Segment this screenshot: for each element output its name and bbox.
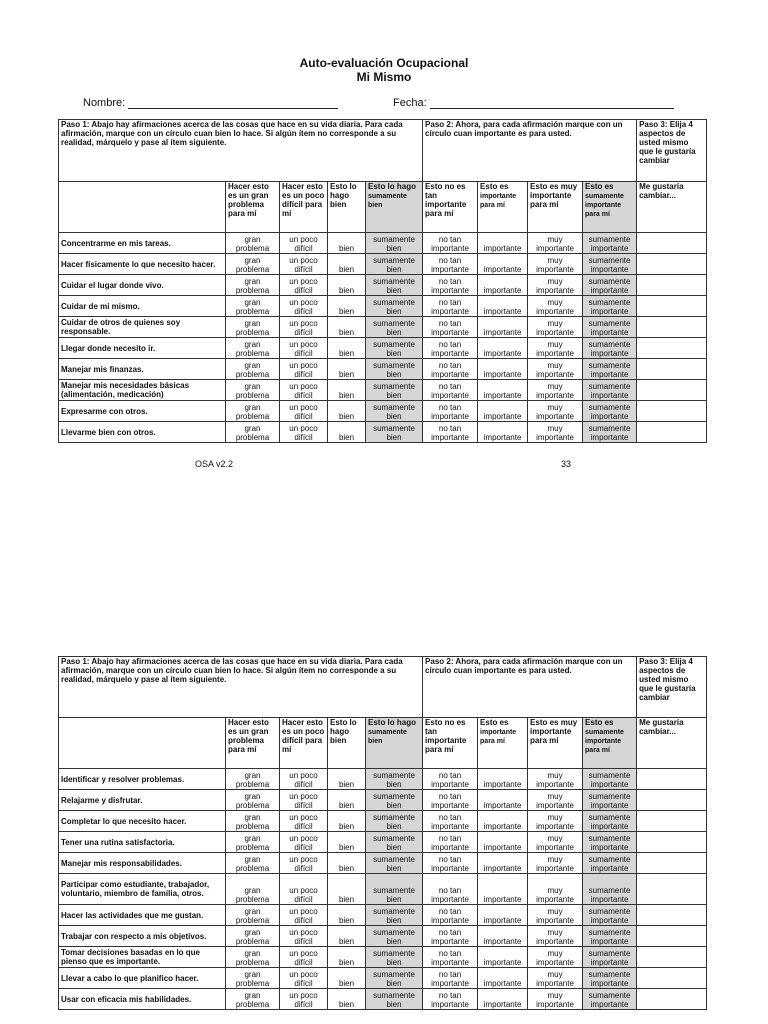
option-sumamente-importante[interactable]: sumamente importante xyxy=(583,359,637,380)
table-row xyxy=(59,254,707,275)
name-line xyxy=(128,98,338,109)
form-title: Auto-evaluación Ocupacional xyxy=(299,56,469,70)
option-bien[interactable]: bien xyxy=(328,905,366,926)
option-sumamente-importante[interactable]: sumamente importante xyxy=(583,811,637,832)
option-importante[interactable]: importante xyxy=(478,853,528,874)
option-sumamente-bien[interactable]: sumamente bien xyxy=(366,926,423,947)
col-header-importante: Esto es importante para mí xyxy=(478,718,528,769)
option-sumamente-importante[interactable]: sumamente importante xyxy=(583,832,637,853)
name-field[interactable] xyxy=(83,97,338,109)
option-sumamente-importante[interactable]: sumamente importante xyxy=(583,296,637,317)
option-importante[interactable]: importante xyxy=(478,317,528,338)
option-sumamente-importante[interactable]: sumamente importante xyxy=(583,233,637,254)
item-label: Tomar decisiones basadas en lo que pienso que es importante. xyxy=(59,947,226,968)
item-label: Trabajar con respecto a mis objetivos. xyxy=(59,926,226,947)
change-cell[interactable] xyxy=(637,811,707,832)
option-bien[interactable]: bien xyxy=(328,296,366,317)
option-muy-importante[interactable]: muy importante xyxy=(528,790,583,811)
item-label: Expresarme con otros. xyxy=(59,401,226,422)
col-header-muy-importante: Esto es muy importante para mí xyxy=(528,718,583,769)
option-importante[interactable]: importante xyxy=(478,947,528,968)
option-un-poco-dificil[interactable]: un poco difícil xyxy=(280,874,328,905)
option-sumamente-bien[interactable]: sumamente bien xyxy=(366,233,423,254)
change-cell[interactable] xyxy=(637,790,707,811)
option-gran-problema[interactable]: gran problema xyxy=(226,947,280,968)
option-muy-importante[interactable]: muy importante xyxy=(528,254,583,275)
option-importante[interactable]: importante xyxy=(478,359,528,380)
item-label: Tener una rutina satisfactoria. xyxy=(59,832,226,853)
option-sumamente-importante[interactable]: sumamente importante xyxy=(583,275,637,296)
option-no-tan-importante[interactable]: no tan importante xyxy=(423,832,478,853)
change-cell[interactable] xyxy=(637,769,707,790)
option-un-poco-dificil[interactable]: un poco difícil xyxy=(280,359,328,380)
change-cell[interactable] xyxy=(637,968,707,989)
option-un-poco-dificil[interactable]: un poco difícil xyxy=(280,905,328,926)
option-un-poco-dificil[interactable]: un poco difícil xyxy=(280,422,328,443)
table-row xyxy=(59,401,707,422)
step3-instructions: Paso 3: Elija 4 aspectos de usted mismo que le gustaría cambiar xyxy=(637,120,707,182)
option-sumamente-bien[interactable]: sumamente bien xyxy=(366,811,423,832)
option-sumamente-bien[interactable]: sumamente bien xyxy=(366,422,423,443)
option-bien[interactable]: bien xyxy=(328,769,366,790)
table-row xyxy=(59,874,707,905)
option-no-tan-importante[interactable]: no tan importante xyxy=(423,296,478,317)
option-muy-importante[interactable]: muy importante xyxy=(528,296,583,317)
self-assessment-table-1 xyxy=(58,119,707,443)
option-gran-problema[interactable]: gran problema xyxy=(226,968,280,989)
option-gran-problema[interactable]: gran problema xyxy=(226,926,280,947)
step1-instructions: Paso 1: Abajo hay afirmaciones acerca de las cosas que hace en su vida diaria. Para cada afirmación, marque con un círculo cuan bien lo hace. Si algún ítem no corresponde a su realidad, márquelo y pase al ítem siguiente. xyxy=(59,120,423,182)
option-importante[interactable]: importante xyxy=(478,338,528,359)
col-header-sumamente-bien: Esto lo hago sumamente bien xyxy=(366,182,423,233)
option-gran-problema[interactable]: gran problema xyxy=(226,254,280,275)
option-no-tan-importante[interactable]: no tan importante xyxy=(423,905,478,926)
option-muy-importante[interactable]: muy importante xyxy=(528,317,583,338)
option-no-tan-importante[interactable]: no tan importante xyxy=(423,317,478,338)
table-row xyxy=(59,233,707,254)
name-label: Nombre: xyxy=(83,97,126,109)
option-sumamente-importante[interactable]: sumamente importante xyxy=(583,905,637,926)
option-importante[interactable]: importante xyxy=(478,254,528,275)
option-bien[interactable]: bien xyxy=(328,832,366,853)
col-header-bien: Esto lo hago bien xyxy=(328,182,366,233)
item-label: Manejar mis responsabilidades. xyxy=(59,853,226,874)
table-row xyxy=(59,769,707,790)
option-no-tan-importante[interactable]: no tan importante xyxy=(423,422,478,443)
option-no-tan-importante[interactable]: no tan importante xyxy=(423,926,478,947)
item-label: Relajarme y disfrutar. xyxy=(59,790,226,811)
option-un-poco-dificil[interactable]: un poco difícil xyxy=(280,317,328,338)
option-gran-problema[interactable]: gran problema xyxy=(226,380,280,401)
option-no-tan-importante[interactable]: no tan importante xyxy=(423,769,478,790)
option-muy-importante[interactable]: muy importante xyxy=(528,811,583,832)
option-un-poco-dificil[interactable]: un poco difícil xyxy=(280,254,328,275)
change-cell[interactable] xyxy=(637,338,707,359)
option-gran-problema[interactable]: gran problema xyxy=(226,874,280,905)
col-header-sumamente-bien: Esto lo hago sumamente bien xyxy=(366,718,423,769)
option-importante[interactable]: importante xyxy=(478,422,528,443)
table-row xyxy=(59,275,707,296)
step2-instructions: Paso 2: Ahora, para cada afirmación marque con un círculo cuan importante es para usted. xyxy=(423,657,637,718)
option-gran-problema[interactable]: gran problema xyxy=(226,790,280,811)
option-sumamente-bien[interactable]: sumamente bien xyxy=(366,947,423,968)
option-gran-problema[interactable]: gran problema xyxy=(226,317,280,338)
date-line xyxy=(430,98,674,109)
option-sumamente-importante[interactable]: sumamente importante xyxy=(583,401,637,422)
table-row xyxy=(59,296,707,317)
option-importante[interactable]: importante xyxy=(478,790,528,811)
change-cell[interactable] xyxy=(637,380,707,401)
item-label: Llevarme bien con otros. xyxy=(59,422,226,443)
change-cell[interactable] xyxy=(637,874,707,905)
item-label: Completar lo que necesito hacer. xyxy=(59,811,226,832)
option-sumamente-bien[interactable]: sumamente bien xyxy=(366,989,423,1010)
option-gran-problema[interactable]: gran problema xyxy=(226,832,280,853)
table-row xyxy=(59,926,707,947)
option-no-tan-importante[interactable]: no tan importante xyxy=(423,338,478,359)
option-no-tan-importante[interactable]: no tan importante xyxy=(423,968,478,989)
footer-page-number: 33 xyxy=(561,459,572,469)
table-row xyxy=(59,905,707,926)
option-bien[interactable]: bien xyxy=(328,989,366,1010)
option-no-tan-importante[interactable]: no tan importante xyxy=(423,874,478,905)
table-row xyxy=(59,853,707,874)
item-label: Manejar mis necesidades básicas (alimentación, medicación) xyxy=(59,380,226,401)
option-importante[interactable]: importante xyxy=(478,874,528,905)
option-sumamente-bien[interactable]: sumamente bien xyxy=(366,968,423,989)
option-un-poco-dificil[interactable]: un poco difícil xyxy=(280,811,328,832)
option-sumamente-bien[interactable]: sumamente bien xyxy=(366,296,423,317)
change-cell[interactable] xyxy=(637,422,707,443)
option-muy-importante[interactable]: muy importante xyxy=(528,874,583,905)
item-label: Concentrarme en mis tareas. xyxy=(59,233,226,254)
option-gran-problema[interactable]: gran problema xyxy=(226,422,280,443)
option-muy-importante[interactable]: muy importante xyxy=(528,989,583,1010)
option-sumamente-bien[interactable]: sumamente bien xyxy=(366,338,423,359)
option-un-poco-dificil[interactable]: un poco difícil xyxy=(280,989,328,1010)
option-muy-importante[interactable]: muy importante xyxy=(528,853,583,874)
option-muy-importante[interactable]: muy importante xyxy=(528,769,583,790)
option-un-poco-dificil[interactable]: un poco difícil xyxy=(280,338,328,359)
change-cell[interactable] xyxy=(637,275,707,296)
table-row xyxy=(59,811,707,832)
option-sumamente-importante[interactable]: sumamente importante xyxy=(583,422,637,443)
option-sumamente-bien[interactable]: sumamente bien xyxy=(366,874,423,905)
item-label: Cuidar de mi mismo. xyxy=(59,296,226,317)
form-subtitle: Mi Mismo xyxy=(356,70,412,84)
option-un-poco-dificil[interactable]: un poco difícil xyxy=(280,926,328,947)
option-sumamente-bien[interactable]: sumamente bien xyxy=(366,790,423,811)
item-label: Cuidar el lugar donde vivo. xyxy=(59,275,226,296)
option-importante[interactable]: importante xyxy=(478,401,528,422)
item-label: Llegar donde necesito ir. xyxy=(59,338,226,359)
change-cell[interactable] xyxy=(637,401,707,422)
col-header-no-tan-importante: Esto no es tan importante para mí xyxy=(423,718,478,769)
option-bien[interactable]: bien xyxy=(328,422,366,443)
option-sumamente-importante[interactable]: sumamente importante xyxy=(583,926,637,947)
option-sumamente-importante[interactable]: sumamente importante xyxy=(583,380,637,401)
option-bien[interactable]: bien xyxy=(328,947,366,968)
option-un-poco-dificil[interactable]: un poco difícil xyxy=(280,296,328,317)
table-row xyxy=(59,380,707,401)
option-bien[interactable]: bien xyxy=(328,275,366,296)
option-sumamente-importante[interactable]: sumamente importante xyxy=(583,947,637,968)
option-bien[interactable]: bien xyxy=(328,254,366,275)
date-label: Fecha: xyxy=(393,97,427,109)
option-gran-problema[interactable]: gran problema xyxy=(226,275,280,296)
col-header-un-poco-dificil: Hacer esto es un poco difícil para mí xyxy=(280,182,328,233)
option-gran-problema[interactable]: gran problema xyxy=(226,233,280,254)
table-row xyxy=(59,422,707,443)
option-bien[interactable]: bien xyxy=(328,968,366,989)
option-no-tan-importante[interactable]: no tan importante xyxy=(423,275,478,296)
option-importante[interactable]: importante xyxy=(478,811,528,832)
option-sumamente-bien[interactable]: sumamente bien xyxy=(366,905,423,926)
option-muy-importante[interactable]: muy importante xyxy=(528,968,583,989)
col-header-me-gustaria-cambiar: Me gustaría cambiar... xyxy=(637,182,707,233)
change-cell[interactable] xyxy=(637,233,707,254)
item-label: Identificar y resolver problemas. xyxy=(59,769,226,790)
option-muy-importante[interactable]: muy importante xyxy=(528,380,583,401)
change-cell[interactable] xyxy=(637,947,707,968)
col-header-sumamente-importante: Esto es sumamente importante para mí xyxy=(583,718,637,769)
option-gran-problema[interactable]: gran problema xyxy=(226,769,280,790)
option-gran-problema[interactable]: gran problema xyxy=(226,401,280,422)
option-gran-problema[interactable]: gran problema xyxy=(226,338,280,359)
option-gran-problema[interactable]: gran problema xyxy=(226,853,280,874)
option-sumamente-bien[interactable]: sumamente bien xyxy=(366,275,423,296)
option-bien[interactable]: bien xyxy=(328,811,366,832)
option-importante[interactable]: importante xyxy=(478,296,528,317)
col-header-gran-problema: Hacer esto es un gran problema para mí xyxy=(226,182,280,233)
option-muy-importante[interactable]: muy importante xyxy=(528,832,583,853)
item-label: Participar como estudiante, trabajador, voluntario, miembro de familia, otros. xyxy=(59,874,226,905)
option-muy-importante[interactable]: muy importante xyxy=(528,275,583,296)
option-un-poco-dificil[interactable]: un poco difícil xyxy=(280,275,328,296)
option-sumamente-importante[interactable]: sumamente importante xyxy=(583,317,637,338)
option-bien[interactable]: bien xyxy=(328,338,366,359)
option-no-tan-importante[interactable]: no tan importante xyxy=(423,359,478,380)
option-bien[interactable]: bien xyxy=(328,359,366,380)
option-sumamente-bien[interactable]: sumamente bien xyxy=(366,380,423,401)
option-bien[interactable]: bien xyxy=(328,401,366,422)
option-no-tan-importante[interactable]: no tan importante xyxy=(423,811,478,832)
option-importante[interactable]: importante xyxy=(478,769,528,790)
item-label: Cuidar de otros de quienes soy responsable. xyxy=(59,317,226,338)
table-row xyxy=(59,338,707,359)
option-sumamente-importante[interactable]: sumamente importante xyxy=(583,853,637,874)
footer-version: OSA v2.2 xyxy=(195,459,234,469)
table-row xyxy=(59,359,707,380)
option-no-tan-importante[interactable]: no tan importante xyxy=(423,233,478,254)
option-sumamente-bien[interactable]: sumamente bien xyxy=(366,401,423,422)
option-no-tan-importante[interactable]: no tan importante xyxy=(423,790,478,811)
option-bien[interactable]: bien xyxy=(328,790,366,811)
option-sumamente-bien[interactable]: sumamente bien xyxy=(366,359,423,380)
option-gran-problema[interactable]: gran problema xyxy=(226,359,280,380)
option-muy-importante[interactable]: muy importante xyxy=(528,905,583,926)
option-gran-problema[interactable]: gran problema xyxy=(226,811,280,832)
option-sumamente-importante[interactable]: sumamente importante xyxy=(583,874,637,905)
option-sumamente-bien[interactable]: sumamente bien xyxy=(366,254,423,275)
option-sumamente-bien[interactable]: sumamente bien xyxy=(366,317,423,338)
option-no-tan-importante[interactable]: no tan importante xyxy=(423,989,478,1010)
option-un-poco-dificil[interactable]: un poco difícil xyxy=(280,947,328,968)
option-bien[interactable]: bien xyxy=(328,853,366,874)
option-un-poco-dificil[interactable]: un poco difícil xyxy=(280,790,328,811)
change-cell[interactable] xyxy=(637,254,707,275)
col-header-no-tan-importante: Esto no es tan importante para mí xyxy=(423,182,478,233)
table-row xyxy=(59,968,707,989)
option-gran-problema[interactable]: gran problema xyxy=(226,296,280,317)
option-bien[interactable]: bien xyxy=(328,874,366,905)
option-sumamente-bien[interactable]: sumamente bien xyxy=(366,832,423,853)
item-header-blank xyxy=(59,718,226,769)
option-un-poco-dificil[interactable]: un poco difícil xyxy=(280,853,328,874)
option-sumamente-importante[interactable]: sumamente importante xyxy=(583,968,637,989)
step2-instructions: Paso 2: Ahora, para cada afirmación marque con un círculo cuan importante es para usted. xyxy=(423,120,637,182)
table-row xyxy=(59,947,707,968)
option-no-tan-importante[interactable]: no tan importante xyxy=(423,380,478,401)
option-bien[interactable]: bien xyxy=(328,380,366,401)
option-muy-importante[interactable]: muy importante xyxy=(528,947,583,968)
option-muy-importante[interactable]: muy importante xyxy=(528,359,583,380)
col-header-sumamente-importante: Esto es sumamente importante para mí xyxy=(583,182,637,233)
option-un-poco-dificil[interactable]: un poco difícil xyxy=(280,968,328,989)
option-importante[interactable]: importante xyxy=(478,380,528,401)
option-sumamente-importante[interactable]: sumamente importante xyxy=(583,989,637,1010)
table-row xyxy=(59,832,707,853)
option-importante[interactable]: importante xyxy=(478,832,528,853)
option-no-tan-importante[interactable]: no tan importante xyxy=(423,401,478,422)
option-sumamente-importante[interactable]: sumamente importante xyxy=(583,254,637,275)
step3-instructions: Paso 3: Elija 4 aspectos de usted mismo que le gustaría cambiar xyxy=(637,657,707,718)
option-sumamente-bien[interactable]: sumamente bien xyxy=(366,853,423,874)
option-importante[interactable]: importante xyxy=(478,968,528,989)
item-label: Hacer las actividades que me gustan. xyxy=(59,905,226,926)
option-muy-importante[interactable]: muy importante xyxy=(528,926,583,947)
item-label: Hacer físicamente lo que necesito hacer. xyxy=(59,254,226,275)
option-muy-importante[interactable]: muy importante xyxy=(528,338,583,359)
option-importante[interactable]: importante xyxy=(478,233,528,254)
change-cell[interactable] xyxy=(637,989,707,1010)
table-row xyxy=(59,317,707,338)
item-header-blank xyxy=(59,182,226,233)
col-header-me-gustaria-cambiar: Me gustaría cambiar... xyxy=(637,718,707,769)
table-row xyxy=(59,790,707,811)
option-importante[interactable]: importante xyxy=(478,905,528,926)
option-un-poco-dificil[interactable]: un poco difícil xyxy=(280,832,328,853)
option-bien[interactable]: bien xyxy=(328,926,366,947)
change-cell[interactable] xyxy=(637,853,707,874)
change-cell[interactable] xyxy=(637,296,707,317)
option-sumamente-importante[interactable]: sumamente importante xyxy=(583,338,637,359)
option-gran-problema[interactable]: gran problema xyxy=(226,989,280,1010)
change-cell[interactable] xyxy=(637,905,707,926)
col-header-bien: Esto lo hago bien xyxy=(328,718,366,769)
option-un-poco-dificil[interactable]: un poco difícil xyxy=(280,401,328,422)
step1-instructions: Paso 1: Abajo hay afirmaciones acerca de las cosas que hace en su vida diaria. Para cada afirmación, marque con un círculo cuan bien lo hace. Si algún ítem no corresponde a su realidad, márquelo y pase al ítem siguiente. xyxy=(59,657,423,718)
item-label: Llevar a cabo lo que planifico hacer. xyxy=(59,968,226,989)
col-header-importante: Esto es importante para mí xyxy=(478,182,528,233)
col-header-un-poco-dificil: Hacer esto es un poco difícil para mí xyxy=(280,718,328,769)
option-sumamente-importante[interactable]: sumamente importante xyxy=(583,769,637,790)
option-no-tan-importante[interactable]: no tan importante xyxy=(423,853,478,874)
self-assessment-table-2 xyxy=(58,656,707,1010)
option-bien[interactable]: bien xyxy=(328,317,366,338)
item-label: Usar con eficacia mis habilidades. xyxy=(59,989,226,1010)
change-cell[interactable] xyxy=(637,359,707,380)
date-field[interactable] xyxy=(393,97,674,109)
option-importante[interactable]: importante xyxy=(478,926,528,947)
option-un-poco-dificil[interactable]: un poco difícil xyxy=(280,233,328,254)
option-un-poco-dificil[interactable]: un poco difícil xyxy=(280,380,328,401)
option-importante[interactable]: importante xyxy=(478,275,528,296)
option-muy-importante[interactable]: muy importante xyxy=(528,422,583,443)
change-cell[interactable] xyxy=(637,832,707,853)
item-label: Manejar mis finanzas. xyxy=(59,359,226,380)
option-sumamente-importante[interactable]: sumamente importante xyxy=(583,790,637,811)
option-no-tan-importante[interactable]: no tan importante xyxy=(423,254,478,275)
option-no-tan-importante[interactable]: no tan importante xyxy=(423,947,478,968)
option-sumamente-bien[interactable]: sumamente bien xyxy=(366,769,423,790)
table-row xyxy=(59,989,707,1010)
option-muy-importante[interactable]: muy importante xyxy=(528,401,583,422)
col-header-muy-importante: Esto es muy importante para mí xyxy=(528,182,583,233)
option-gran-problema[interactable]: gran problema xyxy=(226,905,280,926)
option-muy-importante[interactable]: muy importante xyxy=(528,233,583,254)
change-cell[interactable] xyxy=(637,317,707,338)
col-header-gran-problema: Hacer esto es un gran problema para mí xyxy=(226,718,280,769)
option-bien[interactable]: bien xyxy=(328,233,366,254)
change-cell[interactable] xyxy=(637,926,707,947)
option-importante[interactable]: importante xyxy=(478,989,528,1010)
option-un-poco-dificil[interactable]: un poco difícil xyxy=(280,769,328,790)
